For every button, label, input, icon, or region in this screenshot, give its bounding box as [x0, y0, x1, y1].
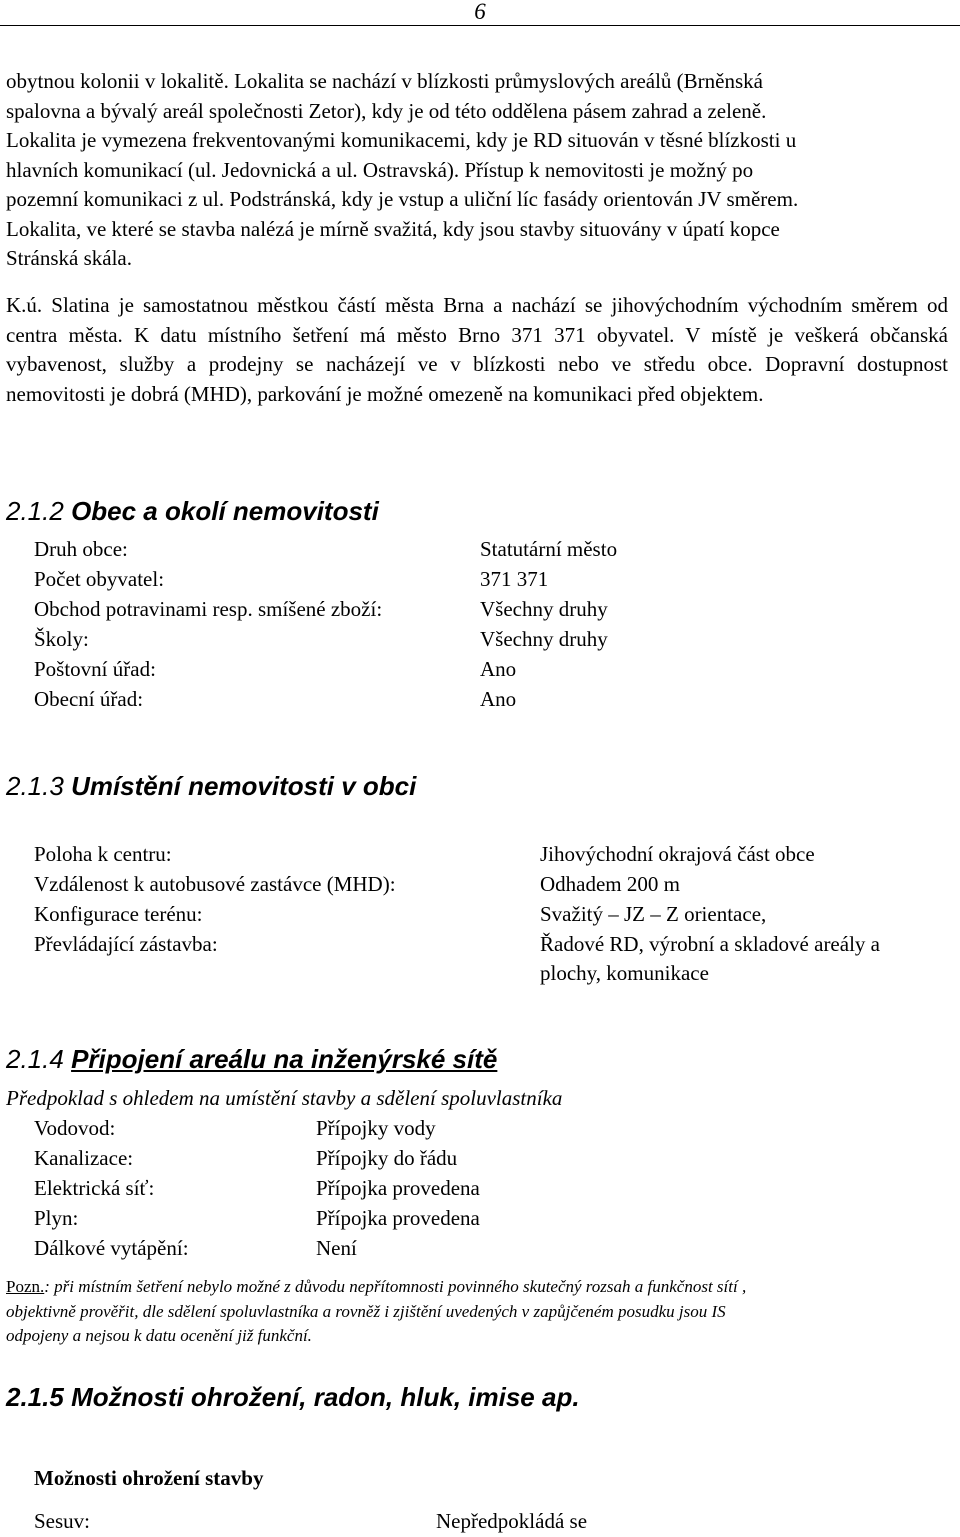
- row-label: Dálkové vytápění:: [34, 1236, 189, 1260]
- row-value: Všechny druhy: [480, 597, 608, 621]
- row-value: Přípojka provedena: [316, 1176, 480, 1200]
- row-label: Počet obyvatel:: [34, 567, 165, 591]
- ku-paragraph: [6, 291, 948, 409]
- row-value: Řadové RD, výrobní a skladové areály a: [540, 932, 880, 956]
- intro-paragraph: [6, 67, 948, 274]
- row-label: Obchod potravinami resp. smíšené zboží:: [34, 597, 383, 621]
- row-label: Elektrická síť:: [34, 1176, 155, 1200]
- ku-paragraph-text: K.ú. Slatina je samostatnou městkou částí města Brna a nachází se jihovýchodním východním směrem od centra města. K datu místního šetření má město Brno 371 371 obyvatel. V místě je veškerá občanská vybavenost, služby a prodejny se nacházejí ve v blízkosti nebo ve středu obce. Dopravní dostupnost nemovitosti je dobrá (MHD), parkování je možné omezeně na komunikaci před objektem.: [6, 293, 948, 406]
- row-value: Přípojky vody: [316, 1116, 436, 1140]
- section-214-title: Připojení areálu na inženýrské sítě: [71, 1044, 498, 1074]
- row-value-continued: plochy, komunikace: [540, 961, 709, 985]
- row-value: Jihovýchodní okrajová část obce: [540, 842, 815, 866]
- intro-line: Stránská skála.: [6, 246, 132, 270]
- section-215-title: Možnosti ohrožení, radon, hluk, imise ap.: [71, 1382, 580, 1412]
- section-213-title: Umístění nemovitosti v obci: [71, 771, 417, 801]
- row-value: Ano: [480, 687, 517, 711]
- row-label: Plyn:: [34, 1206, 79, 1230]
- row-label: Vzdálenost k autobusové zastávce (MHD):: [34, 872, 396, 896]
- row-value: Není: [316, 1236, 357, 1260]
- section-212-number: 2.1.2: [6, 496, 64, 526]
- row-label: Obecní úřad:: [34, 687, 144, 711]
- row-label: Školy:: [34, 627, 89, 651]
- header-rule: [0, 25, 960, 26]
- section-213-number: 2.1.3: [6, 771, 64, 801]
- row-label: Sesuv:: [34, 1509, 91, 1533]
- intro-line: spalovna a bývalý areál společnosti Zetor), kdy je od této oddělena pásem zahrad a zeleně.: [6, 98, 767, 123]
- intro-line: pozemní komunikaci z ul. Podstránská, kdy je vstup a uliční líc fasády orientován JV směrem.: [6, 187, 799, 211]
- row-label: Vodovod:: [34, 1116, 116, 1140]
- section-214-subtitle: Předpoklad s ohledem na umístění stavby a sdělení spoluvlastníka: [6, 1086, 563, 1110]
- section-215-subheading: Možnosti ohrožení stavby: [34, 1466, 264, 1490]
- intro-line: obytnou kolonii v lokalitě. Lokalita se nachází v blízkosti průmyslových areálů (Brněnská: [6, 69, 763, 93]
- row-value: Všechny druhy: [480, 627, 608, 651]
- intro-line: hlavních komunikací (ul. Jedovnická a ul. Ostravská). Přístup k nemovitosti je možný po: [6, 157, 754, 182]
- row-label: Druh obce:: [34, 537, 128, 561]
- row-value: Ano: [480, 657, 517, 681]
- section-214-note: [6, 1275, 948, 1349]
- section-215-number: 2.1.5: [6, 1382, 64, 1412]
- section-213-heading: [6, 770, 416, 802]
- row-label: Poloha k centru:: [34, 842, 172, 866]
- note-line: odpojeny a nejsou k datu ocenění již funkční.: [6, 1326, 312, 1345]
- intro-line: Lokalita je vymezena frekventovanými komunikacemi, kdy je RD situován v těsné blízkosti u: [6, 128, 797, 152]
- intro-line: Lokalita, ve které se stavba nalézá je mírně svažitá, kdy jsou stavby situovány v úpatí kopce: [6, 216, 780, 241]
- section-212-heading: [6, 495, 379, 527]
- note-line: : při místním šetření nebylo možné z důvodu nepřítomnosti povinného skutečný rozsah a funkčnost sítí ,: [44, 1277, 747, 1296]
- row-value: Svažitý – JZ – Z orientace,: [540, 902, 767, 926]
- row-value: Statutární město: [480, 537, 618, 561]
- note-prefix: Pozn.: [6, 1277, 45, 1296]
- row-label: Konfigurace terénu:: [34, 902, 203, 926]
- page-number: 6: [474, 0, 486, 24]
- section-214-number: 2.1.4: [6, 1044, 64, 1074]
- row-value: Odhadem 200 m: [540, 872, 680, 896]
- note-line: objektivně prověřit, dle sdělení spoluvlastníka a rovněž i zjištění uvedených v zapůjčeném posudku jsou IS: [6, 1301, 726, 1321]
- row-label: Poštovní úřad:: [34, 657, 156, 681]
- row-value: 371 371: [480, 567, 549, 591]
- section-214-heading: [6, 1043, 497, 1075]
- row-value: Přípojky do řádu: [316, 1146, 458, 1170]
- section-212-title: Obec a okolí nemovitosti: [71, 496, 379, 526]
- row-label: Kanalizace:: [34, 1146, 134, 1170]
- section-215-heading: [6, 1381, 580, 1413]
- row-value: Přípojka provedena: [316, 1206, 480, 1230]
- row-label: Převládající zástavba:: [34, 932, 218, 956]
- row-value: Nepředpokládá se: [436, 1509, 588, 1533]
